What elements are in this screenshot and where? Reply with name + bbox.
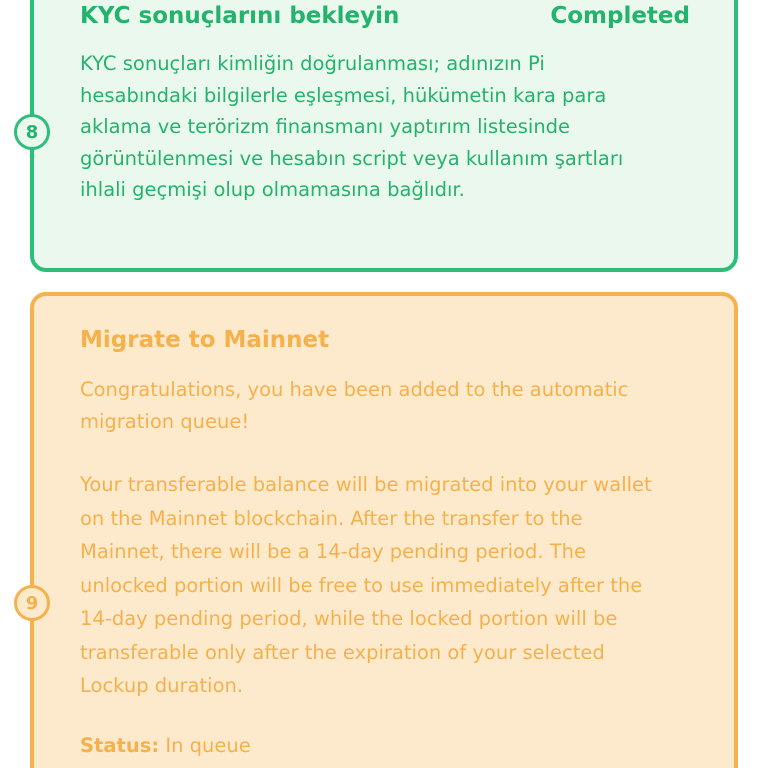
mainnet-migration-step-card <box>30 292 738 768</box>
step-number-badge-8: 8 <box>14 114 50 150</box>
mainnet-card-title: Migrate to Mainnet <box>80 327 330 353</box>
migration-status <box>80 734 251 757</box>
kyc-status-label: Completed <box>550 3 690 29</box>
mainnet-description-line: on the Mainnet blockchain. After the transfer to the <box>80 506 583 530</box>
mainnet-intro-line: Congratulations, you have been added to the automatic <box>80 378 629 401</box>
kyc-card-description <box>80 48 720 206</box>
migration-status-value: In queue <box>159 734 251 757</box>
kyc-description-line: ihlali geçmişi olup olmamasına bağlıdır. <box>80 178 465 201</box>
mainnet-description-line: Mainnet, there will be a 14-day pending period. The <box>80 540 587 563</box>
kyc-description-line: aklama ve terörizm finansmanı yaptırım listesinde <box>80 115 571 138</box>
step-number-badge-9: 9 <box>14 585 50 621</box>
kyc-description-line: KYC sonuçları kimliğin doğrulanması; adınızın Pi <box>80 52 545 75</box>
kyc-step-card <box>30 0 738 272</box>
mainnet-description-line: unlocked portion will be free to use immediately after the <box>80 573 643 597</box>
kyc-card-title: KYC sonuçlarını bekleyin <box>80 3 400 29</box>
kyc-description-line: hesabındaki bilgilerle eşleşmesi, hükümetin kara para <box>80 83 607 107</box>
migration-status-label: Status: <box>80 734 160 757</box>
mainnet-description-line: transferable only after the expiration of your selected <box>80 640 605 664</box>
mainnet-description <box>80 468 720 703</box>
kyc-description-line: görüntülenmesi ve hesabın script veya kullanım şartları <box>80 146 624 170</box>
mainnet-description-line: Lockup duration. <box>80 674 244 697</box>
mainnet-congratulations-text <box>80 374 720 437</box>
mainnet-intro-line: migration queue! <box>80 409 250 433</box>
mainnet-description-line: 14-day pending period, while the locked portion will be <box>80 607 618 630</box>
mainnet-description-line: Your transferable balance will be migrated into your wallet <box>80 473 652 496</box>
